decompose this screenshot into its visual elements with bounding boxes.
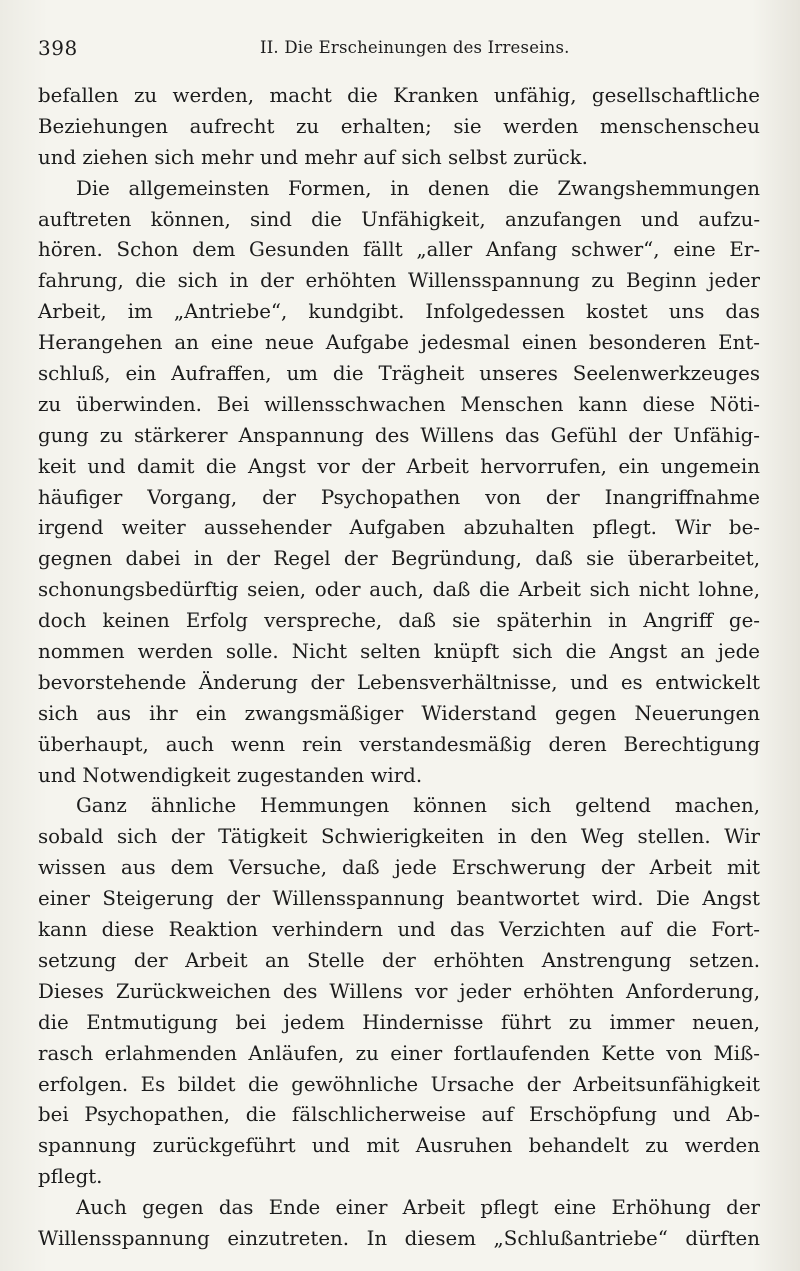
text-line: gegnen dabei in der Regel der Begründung, daß sie überarbeitet, (38, 547, 760, 571)
page-header (38, 36, 760, 62)
text-line: Herangehen an eine neue Aufgabe jedesmal einen besonderen Ent- (38, 331, 760, 355)
text-line: auftreten können, sind die Unfähigkeit, anzufangen und aufzu- (38, 207, 760, 231)
text-line: bei Psychopathen, die fälschlicherweise auf Erschöpfung und Ab- (38, 1103, 760, 1127)
text-line: Beziehungen aufrecht zu erhalten; sie werden menschenscheu (38, 114, 760, 138)
text-line: Dieses Zurückweichen des Willens vor jeder erhöhten Anforderung, (38, 979, 760, 1003)
page-number: 398 (38, 36, 78, 60)
text-line: einer Steigerung der Willensspannung beantwortet wird. Die Angst (38, 887, 760, 911)
text-line: keit und damit die Angst vor der Arbeit hervorrufen, ein ungemein (38, 454, 760, 478)
running-head: II. Die Erscheinungen des Irreseins. (260, 38, 570, 57)
text-line: bevorstehende Änderung der Lebensverhältnisse, und es entwickelt (38, 670, 760, 694)
text-line: die Entmutigung bei jedem Hindernisse führt zu immer neuen, (38, 1010, 760, 1034)
text-line: nommen werden solle. Nicht selten knüpft sich die Angst an jede (38, 640, 760, 664)
text-line: kann diese Reaktion verhindern und das Verzichten auf die Fort- (38, 918, 760, 942)
text-line: schonungsbedürftig seien, oder auch, daß die Arbeit sich nicht lohne, (38, 578, 760, 602)
text-line: irgend weiter aussehender Aufgaben abzuhalten pflegt. Wir be- (38, 516, 760, 540)
text-line: wissen aus dem Versuche, daß jede Erschwerung der Arbeit mit (38, 856, 760, 880)
text-line: fahrung, die sich in der erhöhten Willensspannung zu Beginn jeder (38, 269, 760, 293)
text-line: schluß, ein Aufraffen, um die Trägheit unseres Seelenwerkzeuges (38, 362, 760, 386)
text-line: Auch gegen das Ende einer Arbeit pflegt eine Erhöhung der (76, 1196, 760, 1220)
text-line: sich aus ihr ein zwangsmäßiger Widerstand gegen Neuerungen (38, 701, 760, 725)
text-line: befallen zu werden, macht die Kranken unfähig, gesellschaftliche (38, 84, 760, 107)
text-line: und Notwendigkeit zugestanden wird. (38, 763, 423, 787)
text-line: zu überwinden. Bei willensschwachen Menschen kann diese Nöti- (38, 392, 760, 416)
text-line: und ziehen sich mehr und mehr auf sich selbst zurück. (38, 145, 588, 169)
text-line: erfolgen. Es bildet die gewöhnliche Ursache der Arbeitsunfähigkeit (38, 1072, 760, 1096)
text-line: rasch erlahmenden Anläufen, zu einer fortlaufenden Kette von Miß- (38, 1041, 760, 1065)
text-line: sobald sich der Tätigkeit Schwierigkeiten in den Weg stellen. Wir (38, 825, 760, 849)
text-line: Die allgemeinsten Formen, in denen die Zwangshemmungen (76, 176, 760, 200)
text-line: häufiger Vorgang, der Psychopathen von der Inangriffnahme (38, 485, 760, 509)
text-line: pflegt. (38, 1165, 103, 1189)
text-line: hören. Schon dem Gesunden fällt „aller Anfang schwer“, eine Er- (38, 238, 760, 262)
text-line: Ganz ähnliche Hemmungen können sich geltend machen, (76, 794, 760, 818)
text-line: gung zu stärkerer Anspannung des Willens das Gefühl der Unfähig- (38, 423, 760, 447)
text-line: doch keinen Erfolg verspreche, daß sie späterhin in Angriff ge- (38, 609, 760, 633)
text-line: setzung der Arbeit an Stelle der erhöhten Anstrengung setzen. (38, 948, 760, 972)
body-text (38, 81, 760, 1255)
text-line: überhaupt, auch wenn rein verstandesmäßig deren Berechtigung (38, 732, 760, 756)
text-line: Willensspannung einzutreten. In diesem „Schlußantriebe“ dürften (38, 1226, 760, 1250)
text-line: Arbeit, im „Antriebe“, kundgibt. Infolgedessen kostet uns das (38, 300, 760, 324)
text-line: spannung zurückgeführt und mit Ausruhen behandelt zu werden (38, 1134, 760, 1158)
